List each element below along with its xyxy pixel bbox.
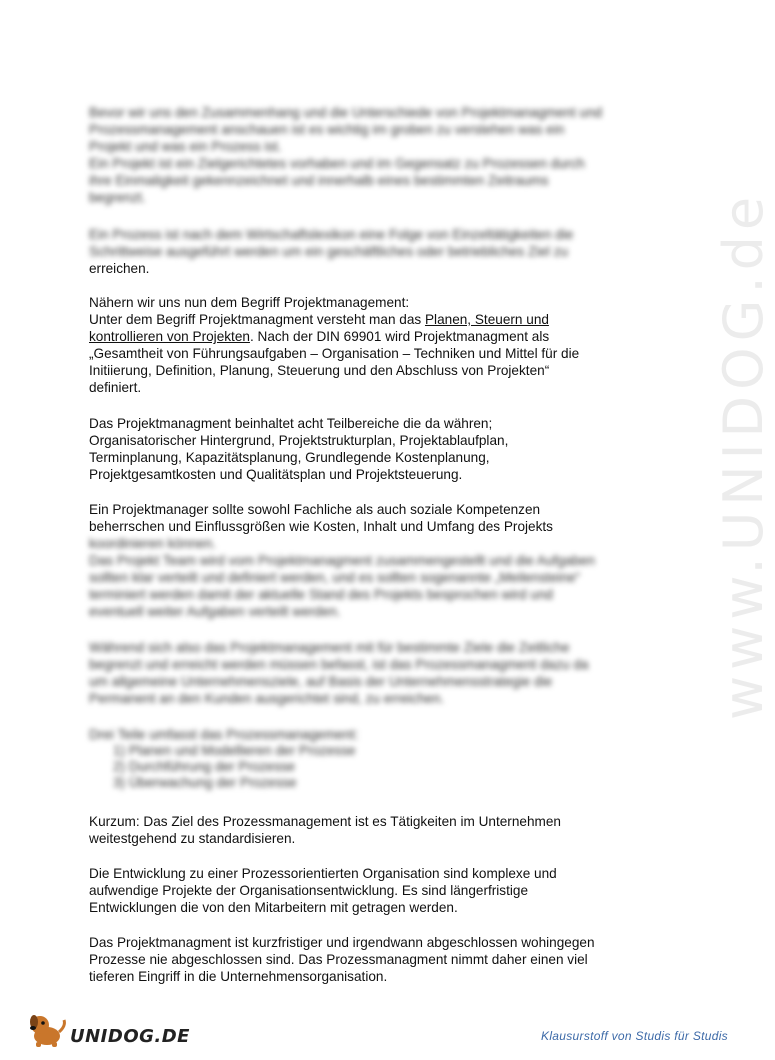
paragraph-kurzum bbox=[89, 813, 679, 847]
text-line: Bevor wir uns den Zusammenhang und die Unterschiede von Projektmanagment und bbox=[89, 105, 603, 120]
text-line: Ein Projektmanager sollte sowohl Fachliche als auch soziale Kompetenzen bbox=[89, 502, 541, 517]
watermark-text: www.UNIDOG.de bbox=[712, 190, 775, 720]
list-prozessmanagement-parts bbox=[89, 727, 679, 791]
text-line: begrenzt und erreicht werden müssen befasst, ist das Prozessmanagment dazu da bbox=[89, 657, 589, 672]
list-item: 1) Planen und Modellieren der Prozesse bbox=[113, 743, 356, 758]
list-item: 2) Durchführung der Prozesse bbox=[113, 759, 296, 774]
text-line: Prozesse nie abgeschlossen sind. Das Prozessmanagment nimmt daher einen viel bbox=[89, 952, 588, 967]
paragraph-prozess bbox=[89, 226, 679, 277]
text-line: Entwicklungen die von den Mitarbeitern mit getragen werden. bbox=[89, 900, 458, 915]
unidog-logo bbox=[26, 1012, 190, 1048]
dog-icon bbox=[26, 1012, 68, 1048]
paragraph-prozessmanagement-blurred bbox=[89, 639, 679, 707]
text-line: Projekt und was ein Prozess ist. bbox=[89, 139, 282, 154]
text-line-blurred: Schrittweise ausgeführt werden um ein geschäftliches oder betriebliches Ziel zu bbox=[89, 244, 569, 259]
paragraph-teilbereiche bbox=[89, 415, 679, 483]
text-line: definiert. bbox=[89, 380, 142, 395]
text-line: weitestgehend zu standardisieren. bbox=[89, 831, 296, 846]
text-line: Kurzum: Das Ziel des Prozessmanagement ist es Tätigkeiten im Unternehmen bbox=[89, 814, 561, 829]
paragraph-projektmanager bbox=[89, 501, 679, 620]
text-line: begrenzt. bbox=[89, 190, 146, 205]
list-item: 3) Überwachung der Prozesse bbox=[113, 775, 297, 790]
text-line-blurred: eventuell weiter Aufgaben verteilt werden. bbox=[89, 604, 341, 619]
text-line: Das Projektmanagment beinhaltet acht Teilbereiche die da währen; bbox=[89, 416, 493, 431]
text-span: . Nach der DIN 69901 wird Projektmanagment als bbox=[249, 329, 550, 344]
text-line: Prozessmanagement anschauen ist es wichtig im groben zu verstehen was ein bbox=[89, 122, 565, 137]
text-line-blurred: sollten klar verteilt und definiert werden, und es sollten sogenannte „Meilensteine“ bbox=[89, 570, 581, 585]
text-line: Das Projektmanagment ist kurzfristiger und irgendwann abgeschlossen wohingegen bbox=[89, 935, 595, 950]
text-line: Während sich also das Projektmanagement mit für bestimmte Ziele die Zeitliche bbox=[89, 640, 570, 655]
underlined-phrase: Planen, Steuern und bbox=[424, 312, 549, 327]
text-line: Initiierung, Definition, Planung, Steuerung und den Abschluss von Projekten“ bbox=[89, 363, 550, 378]
text-line: Terminplanung, Kapazitätsplanung, Grundlegende Kostenplanung, bbox=[89, 450, 490, 465]
text-line-blurred: Das Projekt Team wird vom Projektmanagment zusammengestellt und die Aufgaben bbox=[89, 553, 595, 568]
underlined-phrase: kontrollieren von Projekten bbox=[89, 329, 250, 344]
text-line: ihre Einmaligkeit gekennzeichnet und innerhalb eines bestimmten Zeitraums bbox=[89, 173, 549, 188]
list-heading: Drei Teile umfasst das Prozessmanagement: bbox=[89, 727, 359, 742]
footer-tagline: Klausurstoff von Studis für Studis bbox=[541, 1029, 728, 1043]
text-line-blurred: Ein Prozess ist nach dem Wirtschaftslexikon eine Folge von Einzeltätigkeiten die bbox=[89, 227, 574, 242]
text-line: beherrschen und Einflussgrößen wie Kosten, Inhalt und Umfang des Projekts bbox=[89, 519, 553, 534]
text-line: „Gesamtheit von Führungsaufgaben – Organisation – Techniken und Mittel für die bbox=[89, 346, 580, 361]
text-line: Projektgesamtkosten und Qualitätsplan und Projektsteuerung. bbox=[89, 467, 463, 482]
text-line: Die Entwicklung zu einer Prozessorientierten Organisation sind komplexe und bbox=[89, 866, 557, 881]
paragraph-projektmanagement-definition bbox=[89, 294, 679, 396]
paragraph-intro-blurred bbox=[89, 104, 679, 206]
paragraph-fazit bbox=[89, 934, 679, 985]
text-line: erreichen. bbox=[89, 261, 150, 276]
logo-text: UNIDOG.DE bbox=[70, 1026, 190, 1047]
text-line: aufwendige Projekte der Organisationsentwicklung. Es sind längerfristige bbox=[89, 883, 529, 898]
text-line: um allgemeine Unternehmensziele, auf Basis der Unternehmensstrategie die bbox=[89, 674, 553, 689]
text-span: Unter dem Begriff Projektmanagment versteht man das bbox=[89, 312, 425, 327]
text-line: Nähern wir uns nun dem Begriff Projektmanagement: bbox=[89, 295, 410, 310]
text-line: tieferen Eingriff in die Unternehmensorganisation. bbox=[89, 969, 388, 984]
text-line: Ein Projekt ist ein Zielgerichtetes vorhaben und im Gegensatz zu Prozessen durch bbox=[89, 156, 585, 171]
text-line-blurred: koordinieren können. bbox=[89, 536, 216, 551]
paragraph-entwicklung bbox=[89, 865, 679, 916]
text-line: Organisatorischer Hintergrund, Projektstrukturplan, Projektablaufplan, bbox=[89, 433, 509, 448]
text-line-blurred: terminiert werden damit der aktuelle Stand des Projekts besprochen wird und bbox=[89, 587, 553, 602]
text-line: Permanent an den Kunden ausgerichtet sind, zu erreichen. bbox=[89, 691, 445, 706]
